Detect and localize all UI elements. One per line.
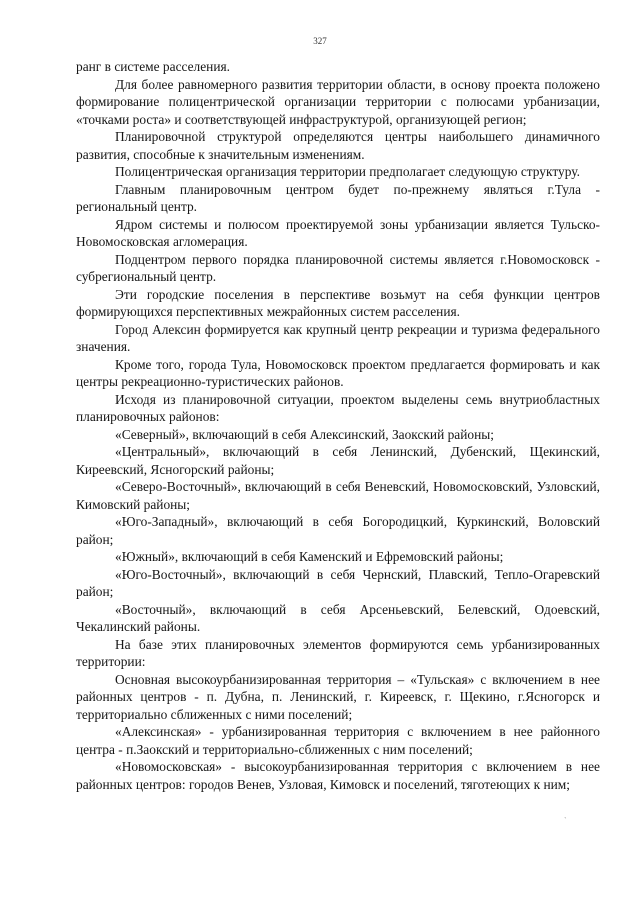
page-number: 327 (313, 36, 327, 46)
paragraph: Ядром системы и полюсом проектируемой зоны урбанизации является Тульско-Новомосковская агломерация. (76, 216, 600, 249)
paragraph: Город Алексин формируется как крупный центр рекреации и туризма федерального значения. (76, 321, 600, 354)
paragraph: Эти городские поселения в перспективе возьмут на себя функции центров формирующихся перспективных межрайонных систем расселения. (76, 286, 600, 319)
paragraph: «Восточный», включающий в себя Арсеньевский, Белевский, Одоевский, Чекалинский районы. (76, 601, 600, 634)
paragraph: Подцентром первого порядка планировочной системы является г.Новомосковск - субрегиональный центр. (76, 251, 600, 284)
paragraph: «Новомосковская» - высокоурбанизированная территория с включением в нее районных центров: городов Венев, Узловая, Кимовск и поселений, тяготеющих к ним; (76, 759, 600, 792)
paragraph: ранг в системе расселения. (76, 59, 231, 74)
paragraph: «Центральный», включающий в себя Ленинский, Дубенский, Щекинский, Киреевский, Ясногорский районы; (76, 444, 600, 477)
paragraph: Основная высокоурбанизированная территория – «Тульская» с включением в нее районных центров - п. Дубна, п. Ленинский, г. Киреевск, г. Щекино, г.Ясногорск и территориально сближенных с ними поселений; (76, 671, 600, 722)
paragraph: «Юго-Восточный», включающий в себя Чернский, Плавский, Тепло-Огаревский район; (76, 566, 600, 599)
paragraph: Исходя из планировочной ситуации, проектом выделены семь внутриобластных планировочных районов: (76, 391, 600, 424)
paragraph: Полицентрическая организация территории предполагает следующую структуру. (115, 164, 580, 179)
paragraph: Кроме того, города Тула, Новомосковск проектом предлагается формировать и как центры рекреационно-туристических районов. (76, 356, 600, 389)
paragraph: Для более равномерного развития территории области, в основу проекта положено формирование полицентрической организации территории с полюсами урбанизации, «точками роста» и соответствующей инфраструктурой, организующей регион; (76, 76, 600, 127)
paragraph: «Северный», включающий в себя Алексинский, Заокский районы; (115, 426, 494, 442)
paragraph: На базе этих планировочных элементов формируются семь урбанизированных территории: (76, 636, 600, 669)
paragraph: Главным планировочным центром будет по-прежнему являться г.Тула - региональный центр. (76, 181, 600, 214)
paragraph: Планировочной структурой определяются центры наибольшего динамичного развития, способные к значительным изменениям. (76, 129, 600, 162)
paragraph: «Алексинская» - урбанизированная территория с включением в нее районного центра - п.Заокский и территориально-сближенных с ним поселений; (76, 724, 600, 757)
paragraph: «Южный», включающий в себя Каменский и Ефремовский районы; (115, 549, 504, 564)
paragraph: «Юго-Западный», включающий в себя Богородицкий, Куркинский, Воловский район; (76, 514, 600, 547)
document-body (76, 58, 600, 793)
scan-artifact-mark: ` (564, 816, 567, 825)
paragraph: «Северо-Восточный», включающий в себя Веневский, Новомосковский, Узловский, Кимовский районы; (76, 479, 600, 512)
